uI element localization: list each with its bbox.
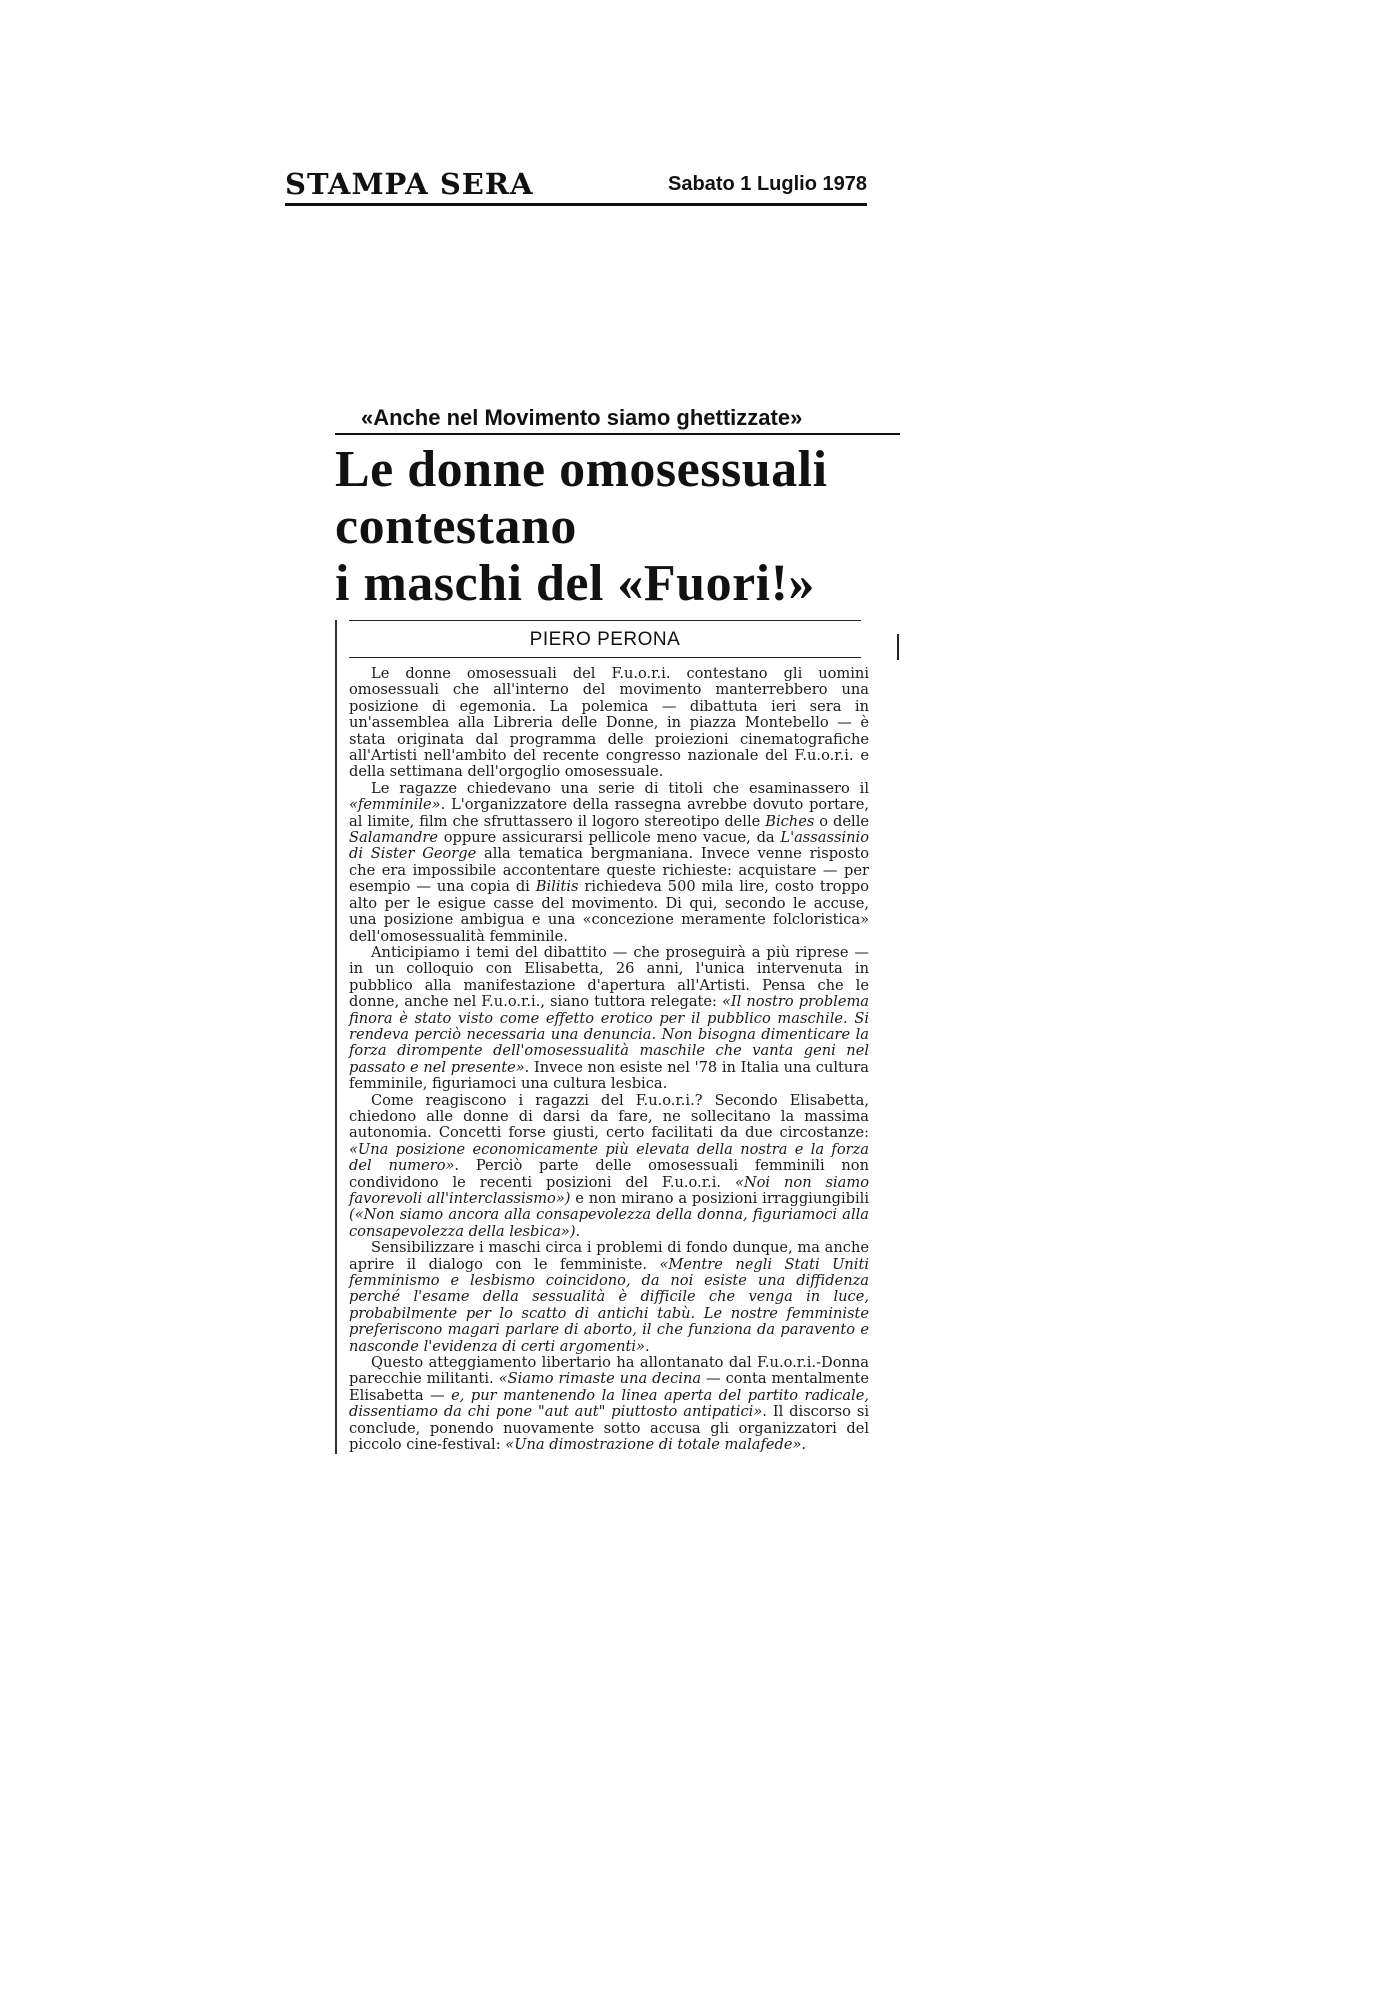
text-run: oppure assicurarsi pellicole meno vacue, da	[437, 829, 781, 847]
text-run: Le donne omosessuali del F.u.o.r.i. contestano gli uomini omosessuali che all'interno del movimento manterrebbero una posizione di egemonia. La polemica — dibattuta ieri sera in un'assemblea alla Libreria delle Donne, in piazza Montebello — è stata originata dal programma delle proiezioni cinematografiche all'Artisti nell'ambito del recente congresso nazionale del F.u.o.r.i. e della settimana dell'orgoglio omosessuale.	[349, 665, 869, 781]
article-paragraph	[349, 781, 869, 945]
text-run: richiedeva 500 mila lire, costo troppo alto per le esigue casse del movimento. Di qui, secondo le accuse, una posizione ambigua e una «concezione meramente folcloristica» dell'omosessualità femminile.	[349, 878, 869, 945]
quoted-text: «Mentre negli Stati Uniti femminismo e lesbismo coincidono, da noi esiste una diffidenza perché l'esame della sessualità è difficile che venga in luce, probabilmente per lo scatto di antichi tabù. Le nostre femministe preferiscono magari parlare di aborto, il che funziona da paravento e nasconde l'evidenza di certi argomenti»	[349, 1255, 870, 1355]
article-body	[349, 658, 869, 1454]
text-run: .	[644, 1337, 650, 1355]
publication-date: Sabato 1 Luglio 1978	[668, 173, 867, 195]
text-run: — conta mentalmente Elisabetta —	[349, 1370, 869, 1404]
text-run: Questo atteggiamento libertario ha allontanato dal F.u.o.r.i.-Donna parecchie militanti.	[349, 1354, 869, 1388]
quoted-text: «Il nostro problema finora è stato visto come effetto erotico per il pubblico maschile. Si rendeva perciò necessaria una denuncia. Non bisogna dimenticare la forza dirompente dell'omosessualità maschile che vanta geni nel passato e nel presente»	[349, 993, 870, 1076]
text-run: .	[801, 1436, 807, 1454]
text-run: . Perciò parte delle omosessuali femminili non condividono le recenti posizioni del F.u.o.r.i.	[349, 1157, 869, 1191]
article-paragraph	[349, 1240, 869, 1355]
quoted-text: Bilitis	[535, 878, 579, 896]
quoted-text: Salamandre	[349, 829, 438, 847]
newspaper-name: STAMPA SERA	[285, 167, 534, 201]
article-paragraph	[349, 1093, 869, 1241]
quoted-text: «Una posizione economicamente più elevata della nostra e la forza del numero»	[349, 1140, 869, 1175]
quoted-text: «Una dimostrazione di totale malafede»	[505, 1436, 802, 1454]
text-run: . L'organizzatore della rassegna avrebbe dovuto portare, al limite, film che sfruttassero il logoro stereotipo delle	[349, 796, 869, 830]
article-paragraph	[349, 666, 869, 781]
article-headline	[335, 441, 900, 612]
quoted-text: e, pur mantenendo la linea aperta del partito radicale, dissentiamo da chi pone "aut aut" piuttosto antipatici»	[349, 1386, 869, 1421]
text-run: Le ragazze chiedevano una serie di titoli che esaminassero il	[371, 779, 869, 797]
byline: PIERO PERONA	[349, 620, 861, 658]
text-run: . Invece non esiste nel '78 in Italia una cultura femminile, figuriamoci una cultura lesbica.	[349, 1058, 869, 1093]
quoted-text: «Noi non siamo favorevoli all'interclassismo»)	[349, 1173, 869, 1207]
article	[335, 405, 900, 1454]
quoted-text: «Siamo rimaste una decina	[498, 1370, 702, 1388]
quoted-text: L'assassinio di Sister George	[349, 829, 869, 863]
text-run: alla tematica bergmaniana. Invece venne risposto che era impossibile accontentare queste richieste: acquistare — per esempio — una copia di	[349, 845, 869, 896]
headline-line: Le donne omosessuali	[335, 441, 828, 498]
headline-line: i maschi del «Fuori!»	[335, 555, 815, 612]
article-paragraph	[349, 945, 869, 1093]
article-body-frame	[335, 620, 885, 1454]
masthead-rule	[285, 203, 867, 206]
headline-line: contestano	[335, 498, 577, 555]
article-kicker: «Anche nel Movimento siamo ghettizzate»	[335, 405, 900, 435]
masthead	[285, 165, 867, 215]
text-run: Sensibilizzare i maschi circa i problemi di fondo dunque, ma anche aprire il dialogo con le femministe.	[349, 1239, 869, 1273]
text-run: Come reagiscono i ragazzi del F.u.o.r.i.? Secondo Elisabetta, chiedono alle donne di darsi da fare, ne sollecitano la massima autonomia. Concetti forse giusti, certo facilitati da due circostanze:	[349, 1091, 869, 1142]
text-run: Anticipiamo i temi del dibattito — che proseguirà a più riprese — in un colloquio con Elisabetta, 26 anni, l'unica intervenuta in pubblico alla manifestazione d'apertura all'Artisti. Pensa che le donne, anche nel F.u.o.r.i., siano tuttora relegate:	[349, 943, 869, 1011]
column-rule	[897, 634, 899, 660]
article-paragraph	[349, 1355, 869, 1453]
text-run: e non mirano a posizioni irraggiungibili	[570, 1190, 869, 1207]
quoted-text: («Non siamo ancora alla consapevolezza della donna, figuriamoci alla consapevolezza della lesbica»).	[349, 1206, 869, 1240]
text-run: . Il discorso si conclude, ponendo nuovamente sotto accusa gli organizzatori del piccolo cine-festival:	[349, 1403, 869, 1454]
quoted-text: «femminile»	[349, 796, 441, 814]
quoted-text: Biches	[765, 812, 815, 830]
text-run: o delle	[814, 812, 869, 830]
